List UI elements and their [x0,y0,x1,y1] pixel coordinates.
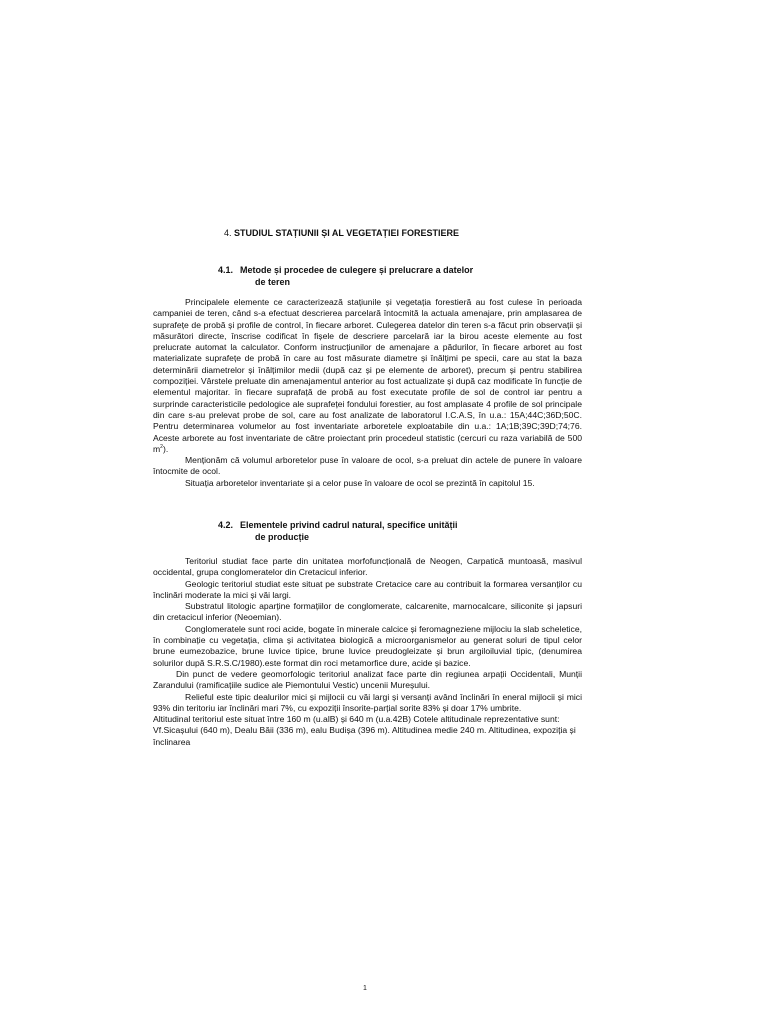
section-heading-line1 [218,264,518,276]
section-4-2-body [153,556,582,748]
paragraph: Conglomeratele sunt roci acide, bogate în minerale calcice și feromagneziene mijlociu la slab scheletice, în combinație cu vegetația, clima și activitatea biologică a microorganismelor au generat soluri de tipul celor brune eumezobazice, brune luvice tipice, brune luvice preudogleizate și brun argiloiluvial tipic, (denumirea solurilor după S.R.S.C/1980).este format din roci metamorfice dure, acide și bazice. [153,623,582,668]
paragraph: Substratul litologic aparține formațiilor de conglomerate, calcarenite, marnocalcare, siliconite și japsuri din cretacicul inferior (Neoemian). [153,601,582,623]
section-heading-4-2 [218,519,518,543]
section-title-line1: Metode și procedee de culegere și prelucrare a datelor [240,265,474,275]
paragraph: Din punct de vedere geomorfologic teritoriul analizat face parte din regiunea arpații Occidentali, Munții Zarandului (ramificațiile sudice ale Piemontului Vestic) uncenii Mureșului. [153,668,582,691]
superscript: 2 [160,444,163,450]
section-heading-4-1 [218,264,518,288]
chapter-number: 4. [224,228,232,238]
paragraph: Relieful este tipic dealurilor mici și mijlocii cu văi largi și versanți având înclinări în eneral mijlocii și mici 93% din teritoriu iar înclinări mari 7%, cu expoziții însorite-parțial sorite 83% și doar 17% umbrite. [153,691,582,713]
section-4-1-body [153,297,582,489]
paragraph: Geologic teritoriul studiat este situat pe substrate Cretacice care au contribuit la formarea versanților cu înclinări moderate la mici și văi largi. [153,578,582,600]
section-number: 4.2. [218,520,234,530]
section-title-line1: Elementele privind cadrul natural, specifice unității [240,520,458,530]
section-title-line2: de producție [255,532,310,542]
paragraph: Situația arboretelor inventariate și a celor puse în valoare de ocol se prezintă în capitolul 15. [185,477,535,488]
paragraph: Teritoriul studiat face parte din unitatea morfofuncțională de Neogen, Carpatică muntoasă, masivul occidental, grupa conglomeratelor din Cretacicul inferior. [153,556,582,578]
paragraph: Menționăm că volumul arboretelor puse în valoare de ocol, s-a preluat din actele de punere în valoare întocmite de ocol. [153,455,582,477]
section-title-line2: de teren [255,277,291,287]
paragraph: Altitudinal teritoriul este situat între 160 m (u.alB) și 640 m (u.a.42B) Cotele altitudinale reprezentative sunt: Vf.Sicașului (640 m), Dealu Băii (336 m), ealu Budișa (396 m). Altitudinea medie 240 m. Altitudinea, expoziția și înclinarea [153,714,576,747]
section-heading-line1 [218,519,518,531]
chapter-title [224,228,459,239]
page-number: 1 [363,985,367,992]
section-number: 4.1. [218,265,234,275]
chapter-title-text: STUDIUL STAȚIUNII ȘI AL VEGETAȚIEI FORESTIERE [234,228,460,238]
paragraph: Principalele elemente ce caracterizează stațiunile și vegetația forestieră au fost culese în perioada campaniei de teren, când s-a efectuat descrierea parcelară întocmită la actuala amenajare, prin amplasarea de suprafețe de probă și profile de control, în fiecare arboret. Culegerea datelor din teren s-a făcut prin observații și măsurători directe, înscrise codificat în fișele de descriere parcelară iar la birou aceste elemente au fost prelucrate automat la calculator. Conform instrucțiunilor de amenajare a pădurilor, în fiecare arboret au fost materializate suprafețe de probă în care au fost măsurate diametre și înălțimi pe specii, care au stat la baza determinării diametrelor și înălțimilor medii (după caz și pe elemente de arboret), precum și pentru stabilirea compoziției. Vârstele preluate din amenajamentul anterior au fost actualizate și după caz modificate în funcție de elementul majoritar. în fiecare suprafață de probă au fost executate profile de sol de control iar pentru a surprinde caracteristicile pedologice ale suprafeței fondului forestier, au fost amplasate 4 profile de sol principale din care s-au prelevat probe de sol, care au fost analizate de laboratorul I.C.A.S, în u.a.: 15A;44C;36D;50C. Pentru determinarea volumelor au fost inventariate arboretele exploatabile din u.a.: 1A;1B;39C;39D;74;76. Aceste arborete au fost inventariate de către proiectant prin procedeul statistic (cercuri cu raza variabilă de 500 $m^2$). [153,297,582,454]
